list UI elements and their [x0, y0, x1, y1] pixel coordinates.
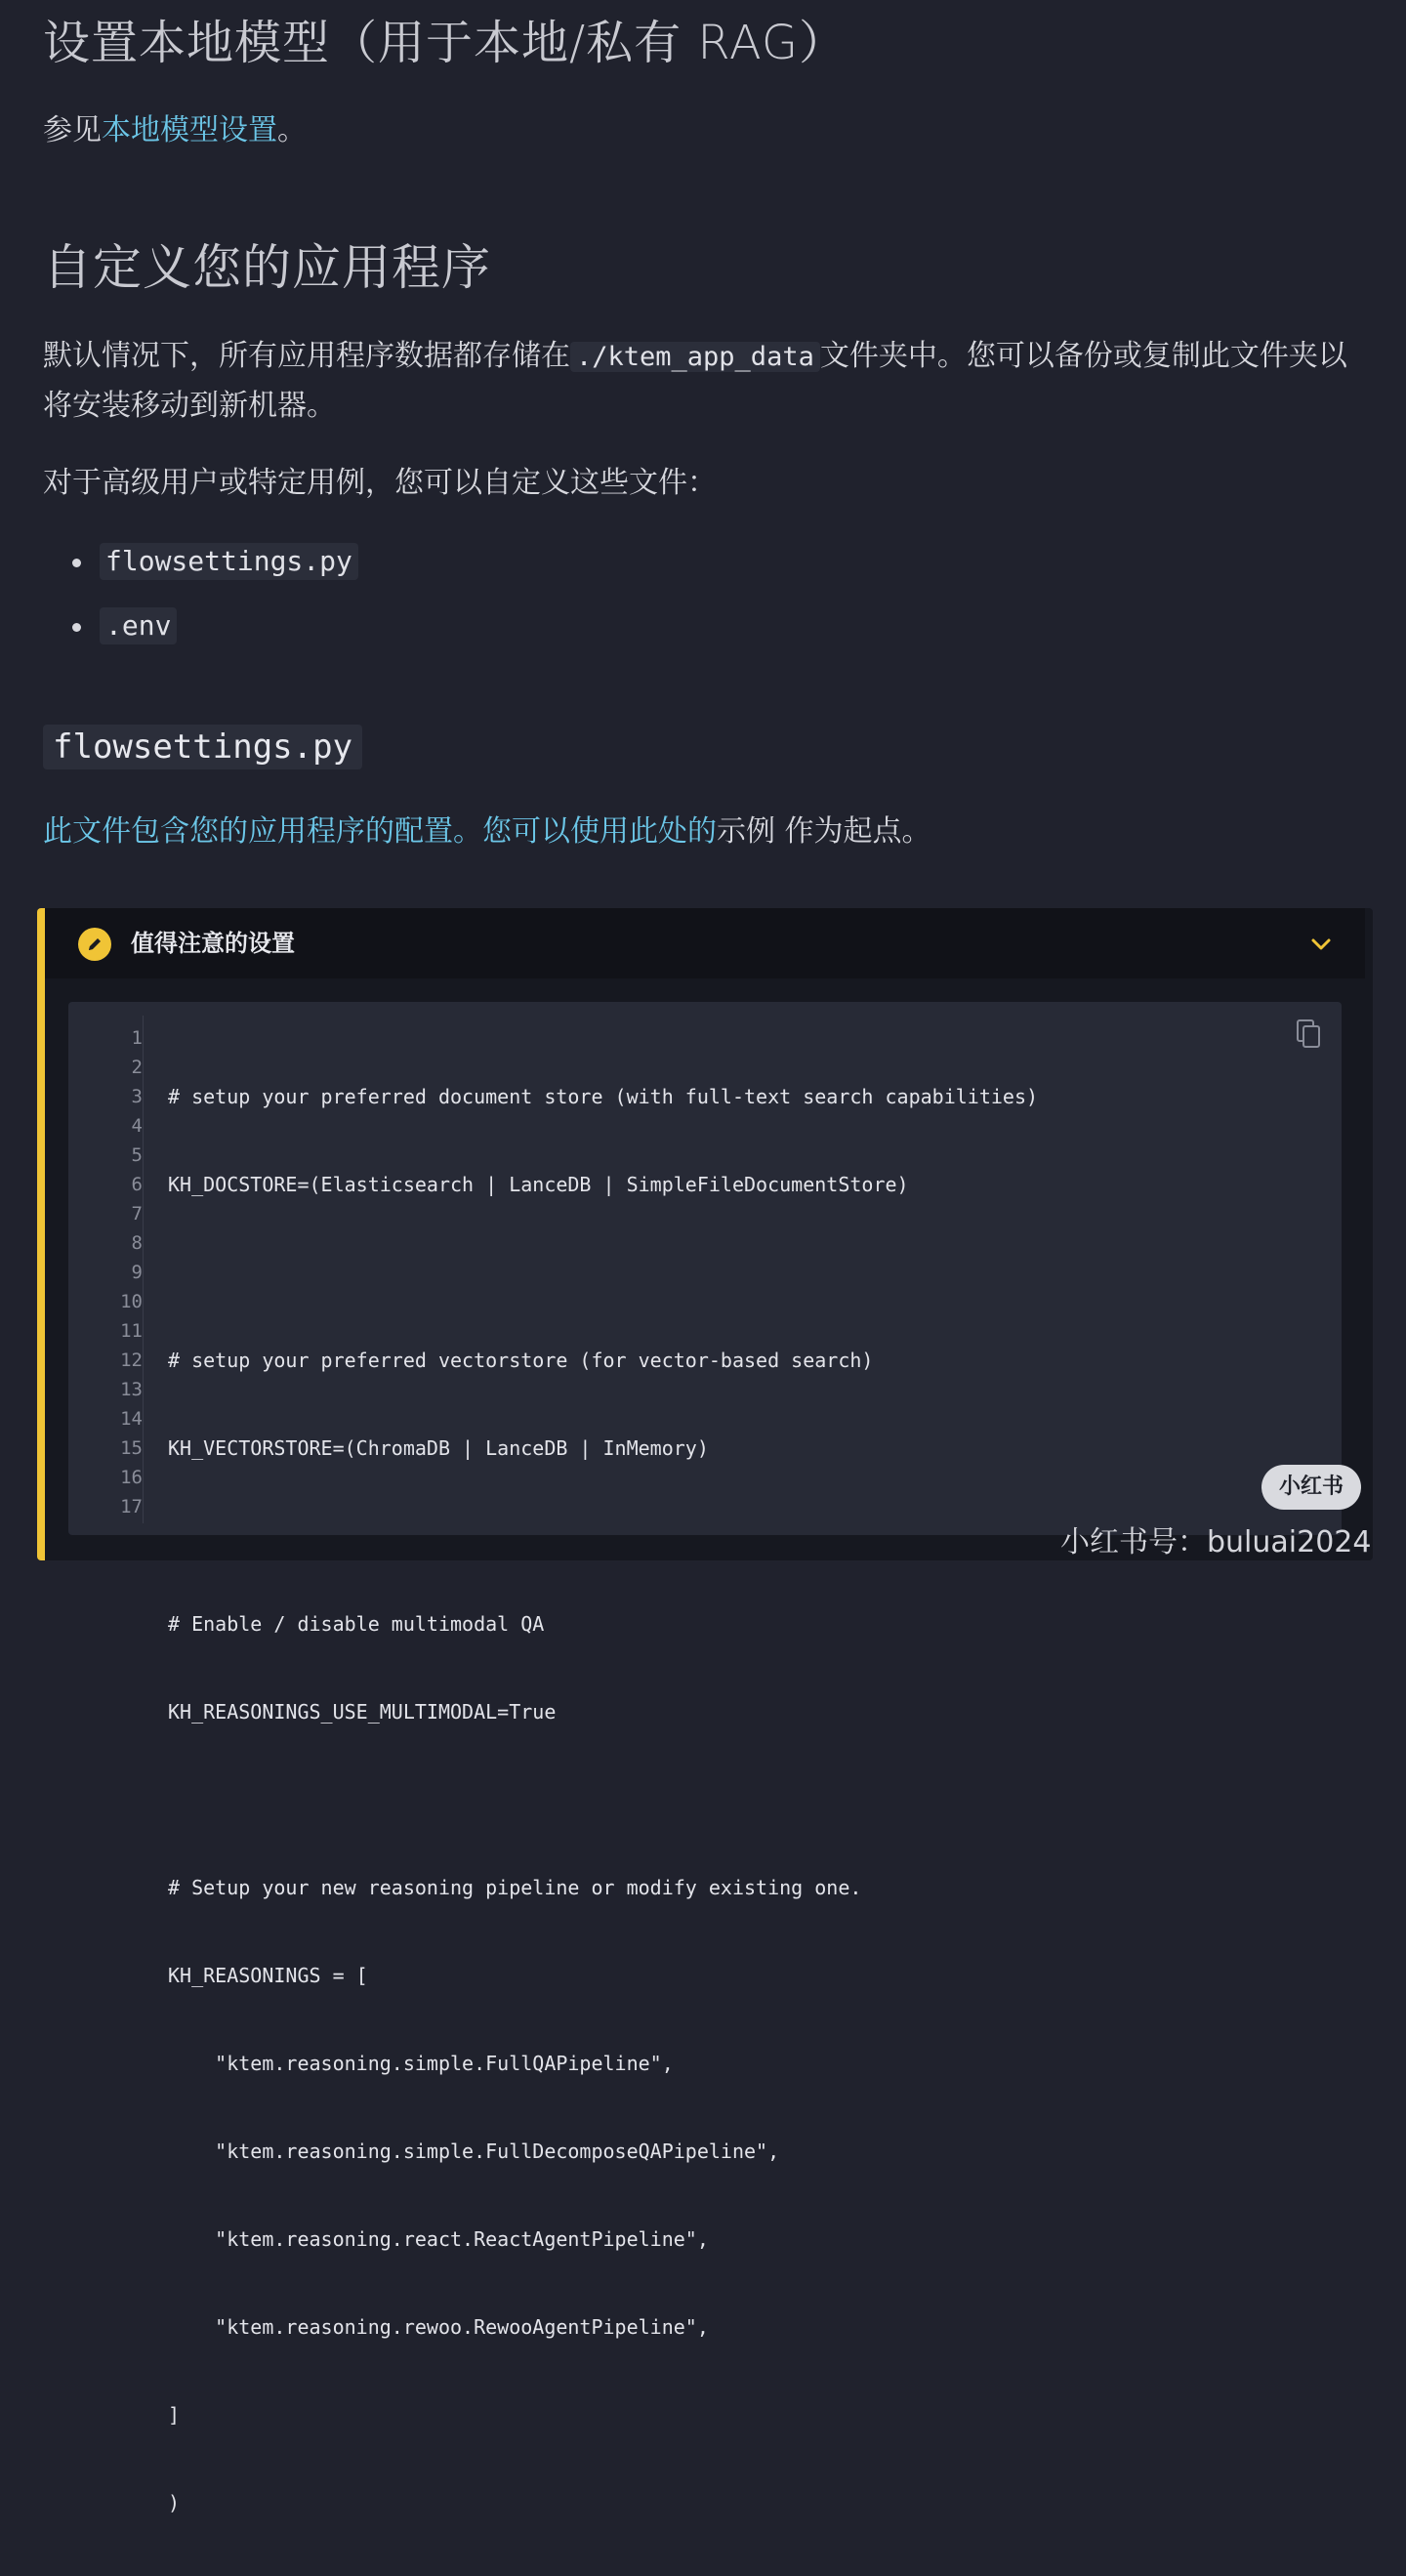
flowsettings-example-link[interactable]: 此文件包含您的应用程序的配置。您可以使用此处的 — [43, 814, 717, 849]
code-line: KH_DOCSTORE=(Elasticsearch | LanceDB | SimpleFileDocumentStore) — [168, 1173, 909, 1196]
code-line: # setup your preferred document store (with full-text search capabilities) — [168, 1085, 1039, 1108]
heading-flowsettings: flowsettings.py — [43, 725, 362, 769]
line-number: 4 — [131, 1115, 143, 1137]
code-line: "ktem.reasoning.react.ReactAgentPipeline", — [168, 2227, 709, 2251]
paragraph-flowsettings-desc — [43, 810, 931, 853]
line-number: 5 — [131, 1144, 143, 1166]
code-line: # setup your preferred vectorstore (for vector-based search) — [168, 1349, 874, 1372]
see-prefix: 参见 — [43, 113, 102, 147]
xiaohongshu-logo: 小红书 — [1261, 1465, 1361, 1510]
code-line: # Setup your new reasoning pipeline or modify existing one. — [168, 1876, 862, 1899]
line-number: 15 — [120, 1437, 143, 1459]
callout-title: 值得注意的设置 — [131, 930, 295, 957]
line-number: 17 — [120, 1496, 143, 1517]
line-number: 14 — [120, 1408, 143, 1430]
flowsettings-desc-suffix: 示例 作为起点。 — [717, 814, 931, 849]
copy-icon[interactable] — [1295, 1018, 1324, 1051]
line-number: 16 — [120, 1467, 143, 1488]
bullet-icon — [72, 623, 81, 632]
notable-settings-callout — [37, 908, 1373, 2514]
code-line — [168, 1785, 1038, 1814]
code-line: "ktem.reasoning.rewoo.RewooAgentPipeline", — [168, 2315, 709, 2339]
code-line: KH_REASONINGS = [ — [168, 1964, 368, 1987]
list-item — [70, 543, 358, 607]
list-item — [70, 607, 358, 672]
line-number: 13 — [120, 1379, 143, 1400]
line-number: 2 — [131, 1057, 143, 1078]
file-env-code: .env — [100, 607, 177, 644]
code-line: "ktem.reasoning.simple.FullQAPipeline", — [168, 2052, 674, 2075]
line-number: 11 — [120, 1320, 143, 1342]
code-line: # Enable / disable multimodal QA — [168, 1612, 545, 1636]
gutter-divider — [143, 1016, 144, 1523]
default-storage-suffix: 文件夹中。您可以备份或复制此文件夹以将安装移动到新机器。 — [43, 339, 1347, 423]
bullet-icon — [72, 559, 81, 567]
paragraph-see-local-model — [43, 109, 307, 152]
line-number: 9 — [131, 1262, 143, 1283]
line-number: 10 — [120, 1291, 143, 1312]
code-line: ) — [168, 2491, 181, 2514]
code-content[interactable] — [168, 1023, 1038, 2576]
code-line: ] — [168, 2403, 181, 2427]
code-line: "ktem.reasoning.simple.FullDecomposeQAPipeline", — [168, 2140, 780, 2163]
paragraph-default-storage — [43, 332, 1361, 431]
pencil-icon — [78, 928, 111, 961]
watermark-text: 小红书号：buluai2024 — [1060, 1525, 1372, 1559]
code-line — [168, 1258, 1038, 1287]
line-number: 7 — [131, 1203, 143, 1225]
file-flowsettings-code: flowsettings.py — [100, 543, 358, 580]
code-line: KH_VECTORSTORE=(ChromaDB | LanceDB | InMemory) — [168, 1436, 709, 1460]
heading-customize-app: 自定义您的应用程序 — [43, 239, 491, 296]
code-line — [168, 1521, 1038, 1551]
app-data-path-code: ./ktem_app_data — [570, 342, 820, 372]
callout-header[interactable] — [45, 908, 1365, 978]
line-number: 6 — [131, 1174, 143, 1195]
line-number-gutter — [68, 1023, 143, 1521]
paragraph-advanced-users: 对于高级用户或特定用例，您可以自定义这些文件： — [43, 466, 717, 500]
local-model-settings-link[interactable]: 本地模型设置 — [102, 113, 277, 147]
customizable-files-list — [70, 543, 358, 672]
code-line: KH_REASONINGS_USE_MULTIMODAL=True — [168, 1700, 557, 1724]
line-number: 8 — [131, 1232, 143, 1254]
heading-local-model: 设置本地模型（用于本地/私有 RAG） — [43, 16, 848, 70]
default-storage-prefix: 默认情况下，所有应用程序数据都存储在 — [43, 339, 570, 373]
line-number: 3 — [131, 1086, 143, 1107]
line-number: 12 — [120, 1350, 143, 1371]
line-number: 1 — [131, 1027, 143, 1049]
chevron-down-icon[interactable] — [1308, 932, 1334, 957]
see-suffix: 。 — [277, 113, 307, 147]
